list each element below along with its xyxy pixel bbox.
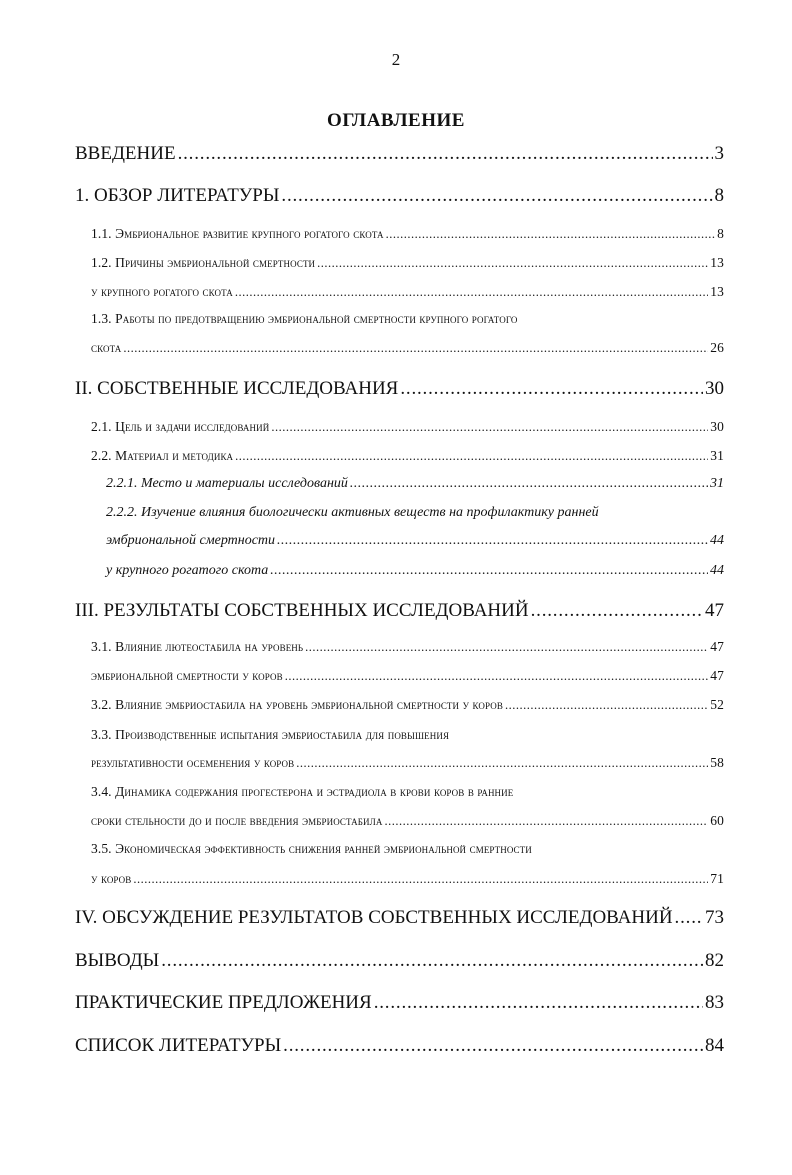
toc-leader-dots [235, 285, 708, 300]
toc-entry-text: ВВЕДЕНИЕ [75, 143, 176, 164]
toc-entry-text: СПИСОК ЛИТЕРАТУРЫ [75, 1035, 282, 1056]
page-number: 2 [391, 50, 401, 69]
toc-entry-page: 8 [714, 185, 724, 206]
toc-entry [91, 784, 724, 800]
toc-entry [75, 378, 724, 400]
toc-entry [91, 255, 724, 271]
toc-leader-dots [317, 256, 708, 271]
toc-entry-page: 3 [714, 143, 724, 164]
toc-leader-dots [178, 143, 713, 165]
toc-leader-dots [285, 669, 709, 684]
toc-leader-dots [283, 1035, 703, 1057]
toc-entry-page: 71 [710, 871, 724, 886]
toc-entry-page: 47 [710, 639, 724, 654]
toc-entry-text: 3.1. Влияние лютеостабила на уровень [91, 639, 304, 654]
toc-entry-page: 13 [710, 255, 724, 270]
toc-leader-dots [271, 420, 708, 435]
toc-entry-text: 1.3. Работы по предотвращению эмбриональной смертности крупного рогатого [91, 311, 518, 326]
toc-entry-text: у крупного рогатого скота [106, 563, 269, 578]
toc-entry-text: результативности осеменения у коров [91, 755, 295, 770]
toc-leader-dots [305, 640, 708, 655]
toc-entry-text: сроки стельности до и после введения эмбриостабила [91, 813, 383, 828]
toc-entry-page: 84 [705, 1035, 724, 1056]
toc-entry-text: эмбриональной смертности [106, 533, 276, 548]
toc-entry [91, 226, 724, 242]
toc-entry [91, 871, 724, 887]
toc-entry-text: 2.1. Цель и задачи исследований [91, 419, 270, 434]
toc-entry-text: II. СОБСТВЕННЫЕ ИССЛЕДОВАНИЯ [75, 378, 399, 399]
toc-leader-dots [384, 814, 708, 829]
toc-entry [106, 476, 724, 492]
toc-entry [91, 448, 724, 464]
toc-entry-text: 2.2. Материал и методика [91, 448, 234, 463]
toc-entry [75, 992, 724, 1014]
toc-leader-dots [133, 872, 708, 887]
toc-entry [75, 907, 724, 929]
toc-leader-dots [296, 756, 708, 771]
toc-entry [91, 284, 724, 300]
toc-leader-dots [350, 476, 708, 492]
toc-leader-dots [235, 449, 708, 464]
toc-entry-page: 52 [710, 697, 724, 712]
toc-entry-page: 44 [710, 533, 724, 548]
toc-entry-page: 47 [705, 600, 724, 621]
toc-entry [75, 185, 724, 207]
toc-entry-text: эмбриональной смертности у коров [91, 668, 283, 683]
toc-entry [91, 340, 724, 356]
toc-leader-dots [505, 698, 708, 713]
toc-entry-text: у коров [91, 871, 132, 886]
toc-entry [91, 813, 724, 829]
toc-entry-page: 30 [710, 419, 724, 434]
toc-entry-text: 3.4. Динамика содержания прогестерона и эстрадиола в крови коров в ранние [91, 784, 514, 799]
toc-entry-page: 30 [705, 378, 724, 399]
toc-entry [106, 533, 724, 549]
toc-entry-text: 3.3. Производственные испытания эмбриостабила для повышения [91, 727, 450, 742]
toc-entry [106, 563, 724, 579]
toc-leader-dots [386, 227, 716, 242]
toc-entry [75, 950, 724, 972]
toc-entry-text: 1.2. Причины эмбриональной смертности [91, 255, 316, 270]
toc-entry [91, 841, 724, 857]
toc-entry-page: 44 [710, 563, 724, 578]
toc-entry-text: 3.5. Экономическая эффективность снижения ранней эмбриональной смертности [91, 841, 532, 856]
toc-leader-dots [281, 185, 712, 207]
toc-entry-text: у крупного рогатого скота [91, 284, 233, 299]
toc-entry-page: 73 [705, 907, 724, 928]
toc-entry-page: 47 [710, 668, 724, 683]
toc-entry [91, 311, 724, 327]
toc-leader-dots [675, 907, 703, 929]
toc-entry-page: 31 [710, 448, 724, 463]
toc-entry-text: 2.2.2. Изучение влияния биологически активных веществ на профилактику ранней [106, 505, 599, 520]
toc-entry [91, 639, 724, 655]
toc-entry [75, 600, 724, 622]
toc-entry [91, 727, 724, 743]
toc-entry-text: III. РЕЗУЛЬТАТЫ СОБСТВЕННЫХ ИССЛЕДОВАНИЙ [75, 600, 529, 621]
toc-entry-page: 8 [717, 226, 724, 241]
toc-entry [91, 697, 724, 713]
toc-entry-page: 83 [705, 992, 724, 1013]
toc-entry-page: 26 [710, 340, 724, 355]
toc-entry [75, 1035, 724, 1057]
toc-entry [106, 505, 724, 521]
toc-entry-page: 58 [710, 755, 724, 770]
toc-leader-dots [531, 600, 703, 622]
toc-leader-dots [374, 992, 703, 1014]
toc-entry-text: 1. ОБЗОР ЛИТЕРАТУРЫ [75, 185, 280, 206]
toc-entry [91, 668, 724, 684]
toc-entry-page: 31 [710, 476, 724, 491]
toc-entry-text: 1.1. Эмбриональное развитие крупного рогатого скота [91, 226, 384, 241]
toc-entry-page: 13 [710, 284, 724, 299]
toc-entry-text: скота [91, 340, 122, 355]
toc-leader-dots [270, 563, 708, 579]
toc-entry [91, 755, 724, 771]
toc-entry-text: IV. ОБСУЖДЕНИЕ РЕЗУЛЬТАТОВ СОБСТВЕННЫХ ИССЛЕДОВАНИЙ [75, 907, 673, 928]
toc-entry-text: 2.2.1. Место и материалы исследований [106, 476, 348, 491]
toc-leader-dots [277, 533, 708, 549]
toc-entry-text: 3.2. Влияние эмбриостабила на уровень эмбриональной смертности у коров [91, 697, 503, 712]
toc-entry-text: ПРАКТИЧЕСКИЕ ПРЕДЛОЖЕНИЯ [75, 992, 372, 1013]
toc-leader-dots [161, 950, 703, 972]
toc-entry-text: ВЫВОДЫ [75, 950, 160, 971]
toc-leader-dots [123, 341, 708, 356]
toc-entry [91, 419, 724, 435]
toc-title: ОГЛАВЛЕНИЕ [327, 110, 465, 131]
toc-entry-page: 60 [710, 813, 724, 828]
toc-leader-dots [400, 378, 703, 400]
toc-entry [75, 143, 724, 165]
toc-entry-page: 82 [705, 950, 724, 971]
